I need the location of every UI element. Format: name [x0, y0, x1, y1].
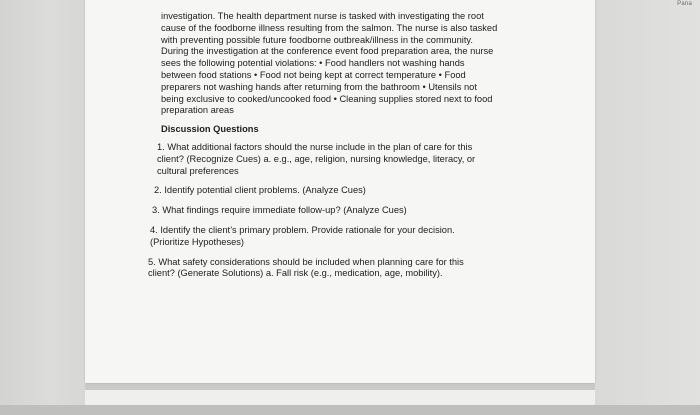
- question-1: [157, 142, 523, 177]
- text-line: cause of the foodborne illness resulting from the salmon. The nurse is also tasked: [161, 22, 498, 33]
- question-line: client? (Generate Solutions) a. Fall risk (e.g., medication, age, mobility).: [148, 268, 443, 279]
- text-line: preparation areas: [161, 105, 234, 116]
- question-5: [148, 257, 514, 281]
- question-line: 5. What safety considerations should be included when planning care for this: [148, 256, 464, 267]
- scenario-paragraph: [161, 11, 523, 117]
- corner-label: Pana: [677, 1, 692, 7]
- question-line: 4. Identify the client’s primary problem. Provide rationale for your decision.: [150, 224, 455, 235]
- text-line: investigation. The health department nurse is tasked with investigating the root: [161, 11, 484, 21]
- text-line: sees the following potential violations: • Food handlers not washing hands: [161, 58, 465, 69]
- question-line: (Prioritize Hypotheses): [150, 236, 245, 247]
- section-heading: Discussion Questions: [161, 124, 259, 135]
- question-4: [150, 225, 516, 249]
- bottom-bar: [0, 405, 700, 415]
- question-2: [154, 185, 520, 197]
- background-left-margin: [0, 0, 85, 415]
- background-right-margin: [595, 0, 700, 415]
- question-3: [152, 205, 518, 217]
- text-line: being exclusive to cooked/uncooked food • Cleaning supplies stored next to food: [161, 93, 493, 104]
- question-line: 2. Identify potential client problems. (Analyze Cues): [154, 185, 366, 196]
- question-line: 1. What additional factors should the nurse include in the plan of care for this: [157, 141, 473, 152]
- text-line: preparers not washing hands after returning from the bathroom • Utensils not: [161, 81, 477, 92]
- document-page: [85, 0, 595, 383]
- text-line: with preventing possible future foodborne outbreak/illness in the community.: [161, 34, 473, 45]
- text-line: During the investigation at the conference event food preparation area, the nurse: [161, 46, 494, 57]
- text-line: between food stations • Food not being kept at correct temperature • Food: [161, 69, 466, 80]
- question-line: cultural preferences: [157, 165, 239, 176]
- question-line: client? (Recognize Cues) a. e.g., age, religion, nursing knowledge, literacy, or: [157, 153, 476, 164]
- question-line: 3. What findings require immediate follow-up? (Analyze Cues): [152, 205, 407, 216]
- document-content: [85, 11, 595, 288]
